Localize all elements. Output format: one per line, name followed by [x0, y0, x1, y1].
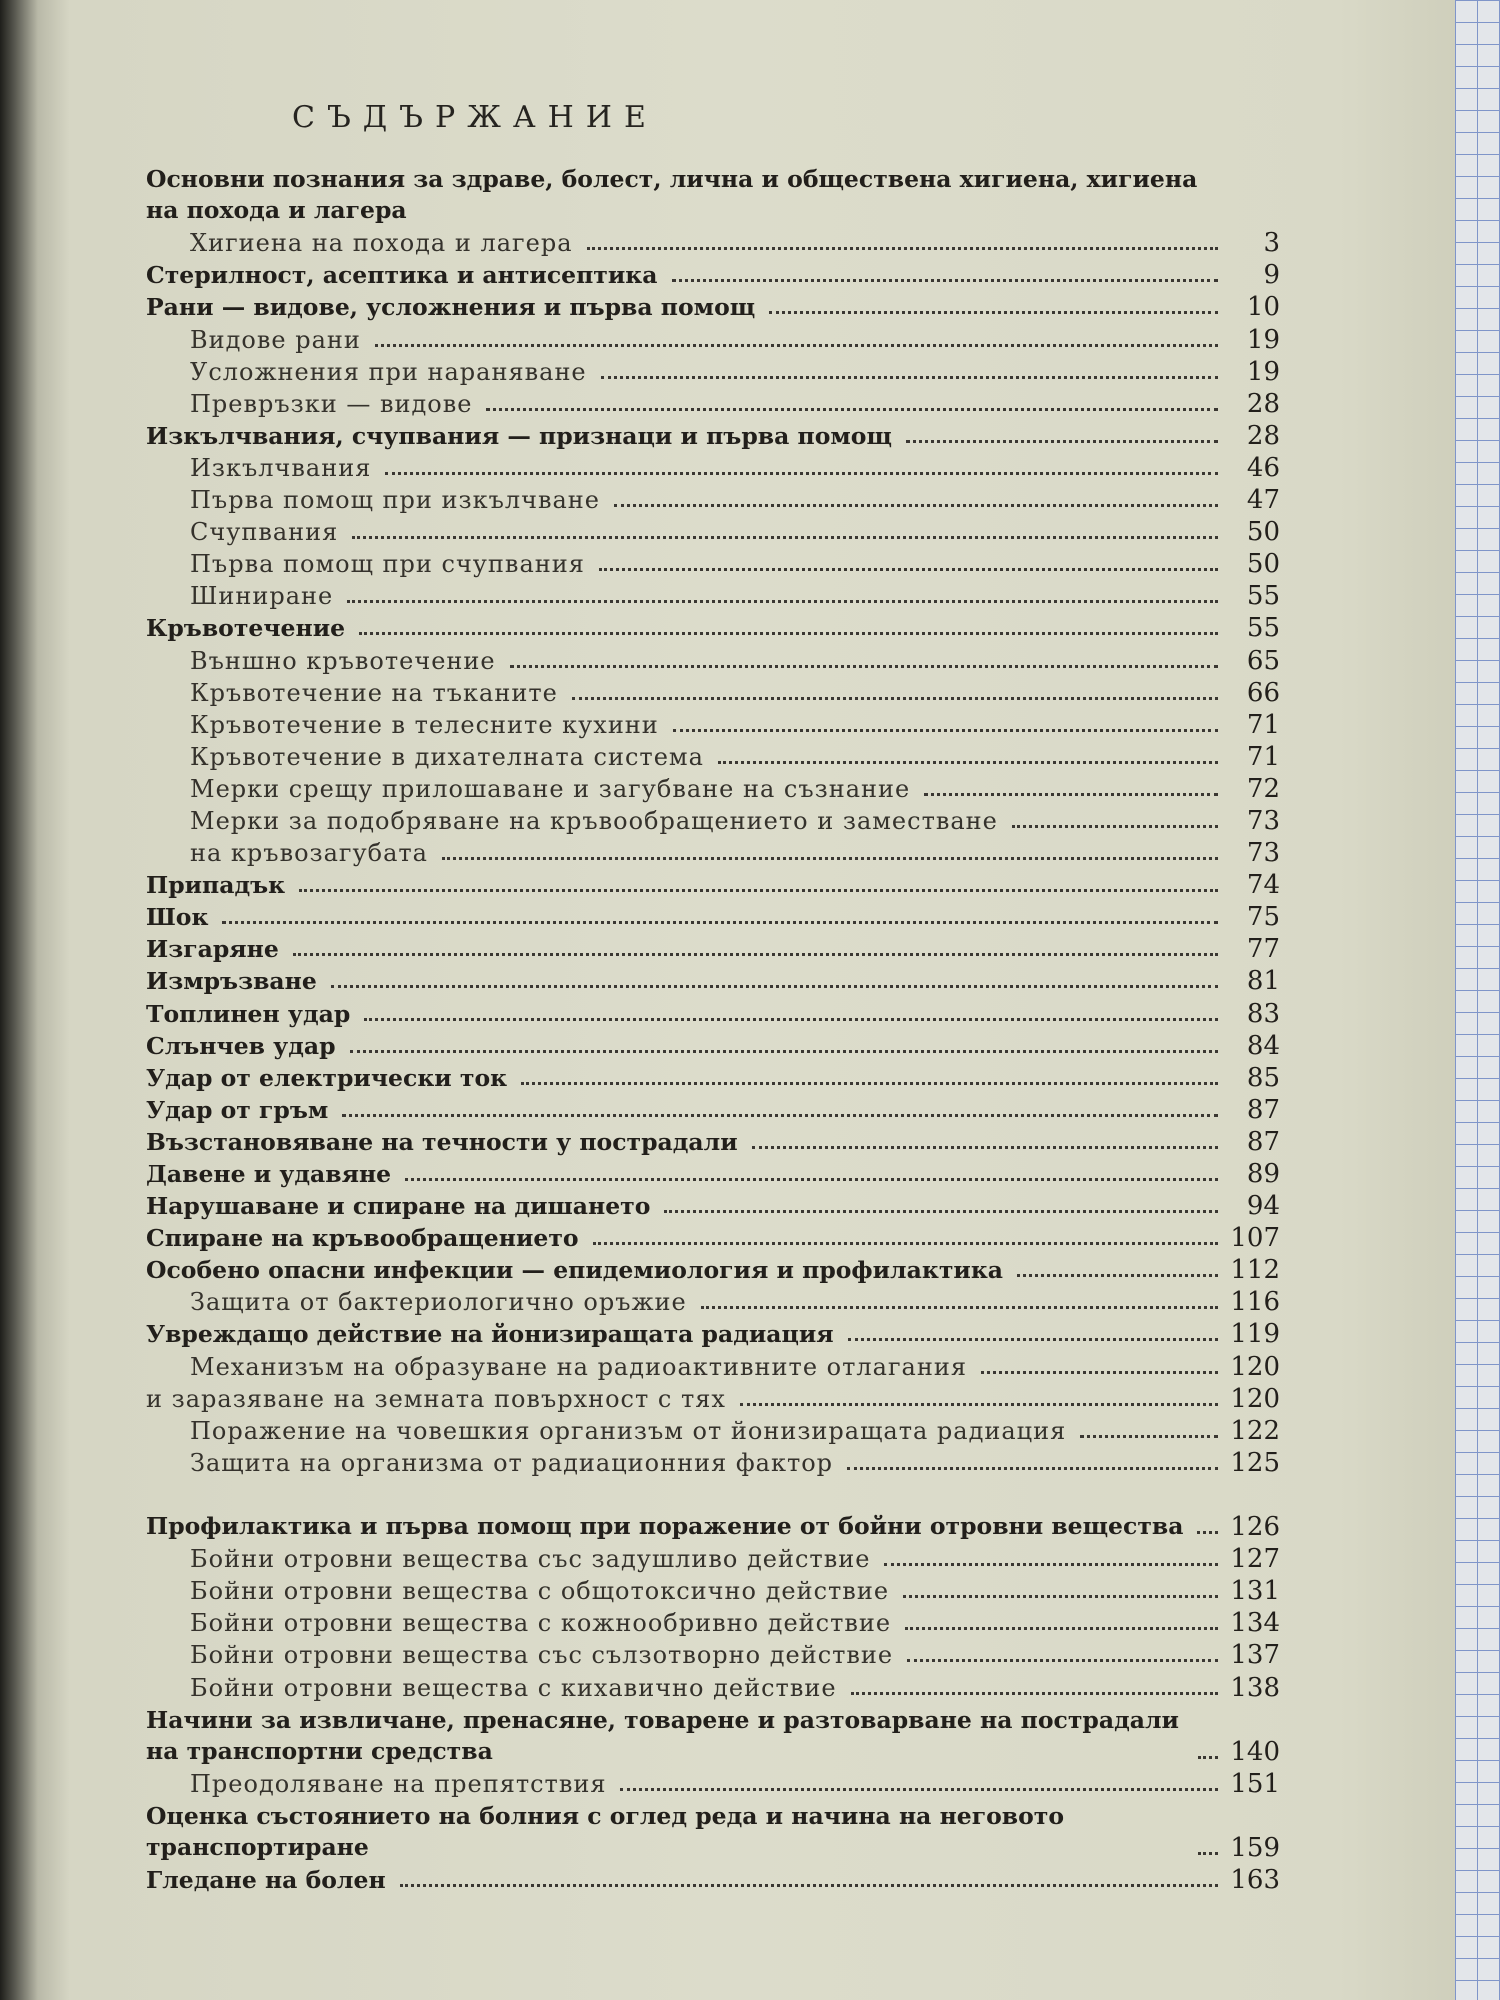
toc-entry-title: Спиране на кръвообращението — [146, 1224, 579, 1253]
toc-entry-title: Счупвания — [190, 518, 339, 547]
dot-leader — [342, 1114, 1218, 1117]
toc-entry — [146, 1383, 1280, 1415]
toc-page-number: 87 — [1246, 1094, 1280, 1125]
dot-leader — [701, 1306, 1218, 1309]
toc-page-number: 46 — [1246, 452, 1280, 483]
toc-entry-title: Усложнения при нараняване — [190, 357, 587, 386]
toc-entry-title: Слънчев удар — [146, 1031, 336, 1060]
toc-entry — [146, 1286, 1280, 1318]
toc-page-number: 87 — [1246, 1126, 1280, 1157]
toc-entry-title: Видове рани — [190, 325, 361, 354]
toc-page-number: 127 — [1230, 1544, 1280, 1575]
dot-leader — [905, 1627, 1218, 1630]
toc-page-number: 83 — [1246, 998, 1280, 1029]
dot-leader — [599, 568, 1218, 571]
toc-entry — [146, 1350, 1280, 1382]
dot-leader — [673, 729, 1218, 732]
toc-page-number: 120 — [1230, 1383, 1280, 1414]
dot-leader — [601, 376, 1218, 379]
toc-entry — [146, 709, 1280, 741]
toc-page-number: 71 — [1246, 709, 1280, 740]
toc-entry-title: Стерилност, асептика и антисептика — [146, 261, 658, 290]
toc-entry-title: Изкълчвания — [190, 453, 372, 482]
toc-entry-title: Бойни отровни вещества със сълзотворно действие — [190, 1641, 894, 1670]
toc-entry-title: Превръзки — видове — [190, 389, 473, 418]
toc-entry-title: Бойни отровни вещества с кихавично действие — [190, 1673, 837, 1702]
dot-leader — [572, 697, 1218, 700]
toc-page-number: 89 — [1246, 1159, 1280, 1189]
toc-page-number: 55 — [1246, 613, 1280, 644]
toc-entry-title: Увреждащо действие на йонизиращата радиация — [146, 1320, 834, 1349]
dot-leader — [299, 889, 1218, 892]
toc-entry-title: Защита от бактериологично оръжие — [190, 1288, 687, 1317]
dot-leader — [769, 311, 1218, 314]
toc-entry — [146, 1800, 1280, 1864]
toc-entry — [146, 1479, 1280, 1543]
toc-entry — [146, 580, 1280, 612]
dot-leader — [1198, 1852, 1218, 1855]
toc-entry — [146, 1447, 1280, 1479]
toc-entry-title: Механизъм на образуване на радиоактивните отлагания — [190, 1352, 967, 1381]
toc-page-number: 151 — [1230, 1768, 1280, 1799]
toc-page-number: 72 — [1246, 773, 1280, 804]
toc-page-number: 19 — [1246, 356, 1280, 387]
toc-page-number: 122 — [1230, 1415, 1280, 1446]
dot-leader — [405, 1178, 1218, 1181]
toc-page-number: 138 — [1230, 1672, 1280, 1703]
toc-page-number: 50 — [1246, 549, 1280, 580]
toc-entry-title: Бойни отровни вещества с общотоксично действие — [190, 1577, 890, 1606]
toc-page-number: 66 — [1246, 677, 1280, 708]
dot-leader — [510, 665, 1218, 668]
toc-entry-title: Кръвотечение в телесните кухини — [190, 710, 659, 739]
toc-entry — [146, 1671, 1280, 1703]
toc-page-number: 3 — [1263, 228, 1280, 259]
grid-paper-edge — [1455, 0, 1500, 2000]
toc-entry-title: и заразяване на земната повърхност с тях — [146, 1384, 726, 1413]
toc-page-number: 50 — [1246, 517, 1280, 548]
toc-entry-title: Кръвотечение на тъканите — [190, 678, 558, 707]
dot-leader — [847, 1467, 1218, 1470]
toc-entry — [146, 1575, 1280, 1607]
dot-leader — [906, 440, 1218, 443]
toc-entry-title: Бойни отровни вещества със задушливо действие — [190, 1545, 871, 1574]
toc-entry — [146, 1158, 1280, 1190]
toc-entry-title: Давене и удавяне — [146, 1160, 392, 1188]
toc-entry — [146, 901, 1280, 933]
toc-entry-title: Бойни отровни вещества с кожнообривно действие — [190, 1609, 892, 1638]
toc-page-number: 75 — [1246, 902, 1280, 933]
dot-leader — [664, 1210, 1218, 1213]
toc-entry — [146, 163, 1280, 227]
dot-leader — [672, 279, 1219, 282]
dot-leader — [593, 1242, 1218, 1245]
toc-page-number: 55 — [1246, 581, 1280, 612]
toc-page-number: 10 — [1246, 292, 1280, 323]
toc-entry-title: Шиниране — [190, 582, 334, 611]
toc-page-number: 84 — [1246, 1030, 1280, 1061]
toc-entry — [146, 773, 1280, 805]
toc-page-number: 159 — [1230, 1832, 1280, 1863]
toc-entry-title: Припадък — [146, 871, 286, 900]
toc-page-number: 74 — [1246, 870, 1280, 901]
toc-list — [146, 163, 1280, 1896]
toc-title: СЪДЪРЖАНИЕ — [292, 100, 658, 135]
toc-page-number: 163 — [1230, 1865, 1280, 1896]
toc-entry-title: Кръвотечение в дихателната система — [190, 742, 704, 771]
toc-entry — [146, 805, 1280, 837]
toc-page-number: 126 — [1230, 1512, 1280, 1543]
toc-entry — [146, 1639, 1280, 1671]
toc-entry — [146, 323, 1280, 355]
dot-leader — [350, 1050, 1218, 1053]
dot-leader — [1012, 825, 1218, 828]
toc-entry-title: Профилактика и първа помощ при поражение от бойни отровни вещества — [146, 1512, 1184, 1541]
dot-leader — [331, 985, 1218, 988]
toc-page-number: 120 — [1230, 1351, 1280, 1382]
toc-entry-title: Първа помощ при счупвания — [190, 550, 585, 579]
toc-entry-title: Шок — [146, 903, 209, 932]
dot-leader — [1080, 1435, 1218, 1438]
toc-entry — [146, 1543, 1280, 1575]
toc-entry-title: Удар от гръм — [146, 1095, 329, 1124]
toc-page-number: 112 — [1230, 1255, 1280, 1286]
dot-leader — [1198, 1756, 1218, 1759]
toc-page-number: 73 — [1246, 805, 1280, 836]
toc-entry-title: Измръзване — [146, 967, 317, 996]
toc-page-number: 47 — [1246, 485, 1280, 516]
toc-entry-title: Рани — видове, усложнения и първа помощ — [146, 293, 756, 322]
toc-entry-title: Изкълчвания, счупвания — признаци и първа помощ — [146, 421, 892, 450]
toc-page-number: 94 — [1246, 1191, 1280, 1222]
toc-page-number: 125 — [1230, 1447, 1280, 1478]
toc-entry-title: Удар от електрически ток — [146, 1063, 508, 1092]
dot-leader — [884, 1563, 1218, 1566]
toc-entry — [146, 933, 1280, 965]
toc-page-number: 9 — [1263, 260, 1280, 291]
dot-leader — [400, 1884, 1218, 1887]
toc-entry-title: Топлинен удар — [146, 999, 351, 1028]
toc-entry — [146, 356, 1280, 388]
dot-leader — [718, 761, 1218, 764]
dot-leader — [907, 1659, 1218, 1662]
toc-entry — [146, 644, 1280, 676]
dot-leader — [848, 1338, 1218, 1341]
toc-page-number: 131 — [1230, 1576, 1280, 1607]
dot-leader — [587, 247, 1219, 250]
toc-entry — [146, 1704, 1280, 1768]
toc-entry — [146, 548, 1280, 580]
dot-leader — [903, 1595, 1218, 1598]
toc-page-number: 119 — [1230, 1319, 1280, 1350]
toc-entry — [146, 227, 1280, 259]
toc-entry — [146, 837, 1280, 869]
toc-entry-title: Особено опасни инфекции — епидемиология и профилактика — [146, 1256, 1004, 1285]
toc-page-number: 71 — [1246, 741, 1280, 772]
toc-entry — [146, 516, 1280, 548]
toc-page-number: 85 — [1246, 1062, 1280, 1093]
toc-page-number: 140 — [1230, 1736, 1280, 1767]
toc-entry — [146, 1415, 1280, 1447]
toc-entry-title: Мерки срещу прилошаване и загубване на съзнание — [190, 774, 911, 803]
toc-entry — [146, 1030, 1280, 1062]
toc-page-number: 81 — [1246, 966, 1280, 997]
dot-leader — [1017, 1274, 1218, 1277]
dot-leader — [752, 1146, 1218, 1149]
dot-leader — [293, 953, 1218, 956]
toc-page-number: 28 — [1246, 420, 1280, 451]
toc-entry — [146, 1864, 1280, 1896]
toc-entry-title: Мерки за подобряване на кръвообращението и заместване — [190, 806, 998, 835]
toc-entry-title: Основни познания за здраве, болест, лична и обществена хигиена, хигиена на похода и лагера — [146, 165, 1198, 225]
toc-entry — [146, 1254, 1280, 1286]
toc-entry — [146, 452, 1280, 484]
toc-entry-title: Начини за извличане, пренасяне, товарене и разтоварване на пострадали на транспортни средства — [146, 1705, 1179, 1765]
toc-entry — [146, 997, 1280, 1029]
toc-page-number: 65 — [1246, 645, 1280, 676]
toc-entry-title: Поражение на човешкия организъм от йонизиращата радиация — [190, 1416, 1067, 1445]
dot-leader — [364, 1018, 1218, 1021]
toc-entry-title: Нарушаване и спиране на дишането — [146, 1192, 651, 1221]
toc-page-number: 19 — [1246, 324, 1280, 355]
toc-entry — [146, 612, 1280, 644]
dot-leader — [375, 344, 1218, 347]
dot-leader — [981, 1371, 1218, 1374]
toc-page-number: 137 — [1230, 1640, 1280, 1671]
toc-entry-title: Гледане на болен — [146, 1866, 386, 1895]
toc-page-number: 134 — [1230, 1608, 1280, 1639]
dot-leader — [442, 857, 1218, 860]
toc-entry — [146, 420, 1280, 452]
dot-leader — [620, 1788, 1218, 1791]
dot-leader — [521, 1082, 1218, 1085]
toc-entry — [146, 259, 1280, 291]
toc-entry — [146, 1190, 1280, 1222]
toc-entry-title: Първа помощ при изкълчване — [190, 486, 600, 515]
toc-entry-title: Оценка състоянието на болния с оглед реда и начина на неговото транспортиране — [146, 1801, 1065, 1861]
toc-entry — [146, 1768, 1280, 1800]
toc-entry — [146, 291, 1280, 323]
toc-entry — [146, 1094, 1280, 1126]
dot-leader — [740, 1403, 1218, 1406]
toc-entry — [146, 484, 1280, 516]
toc-page-number: 73 — [1246, 838, 1280, 869]
dot-leader — [851, 1692, 1218, 1695]
dot-leader — [614, 504, 1218, 507]
toc-page-number: 28 — [1246, 388, 1280, 419]
toc-entry — [146, 677, 1280, 709]
toc-entry-title: Външно кръвотечение — [190, 646, 496, 675]
dot-leader — [486, 408, 1218, 411]
toc-entry — [146, 741, 1280, 773]
toc-entry-title: Защита на организма от радиационния фактор — [190, 1448, 834, 1477]
dot-leader — [352, 536, 1218, 539]
dot-leader — [1197, 1531, 1218, 1534]
toc-entry-title: Хигиена на похода и лагера — [190, 229, 573, 258]
toc-entry-title: Изгаряне — [146, 935, 279, 964]
toc-entry — [146, 869, 1280, 901]
toc-entry — [146, 1318, 1280, 1350]
toc-entry-title: Възстановяване на течности у пострадали — [146, 1127, 738, 1156]
toc-page-number: 107 — [1230, 1223, 1280, 1254]
toc-entry — [146, 388, 1280, 420]
toc-entry — [146, 1607, 1280, 1639]
toc-entry — [146, 965, 1280, 997]
dot-leader — [385, 472, 1218, 475]
toc-page-number: 116 — [1230, 1287, 1280, 1318]
dot-leader — [924, 793, 1218, 796]
dot-leader — [359, 632, 1218, 635]
toc-entry — [146, 1126, 1280, 1158]
dot-leader — [347, 600, 1218, 603]
toc-entry — [146, 1062, 1280, 1094]
toc-entry-title: Преодоляване на препятствия — [190, 1769, 607, 1798]
toc-page-number: 77 — [1246, 934, 1280, 965]
dot-leader — [222, 921, 1218, 924]
toc-entry — [146, 1222, 1280, 1254]
toc-entry-title: на кръвозагубата — [190, 839, 428, 868]
toc-entry-title: Кръвотечение — [146, 614, 346, 643]
